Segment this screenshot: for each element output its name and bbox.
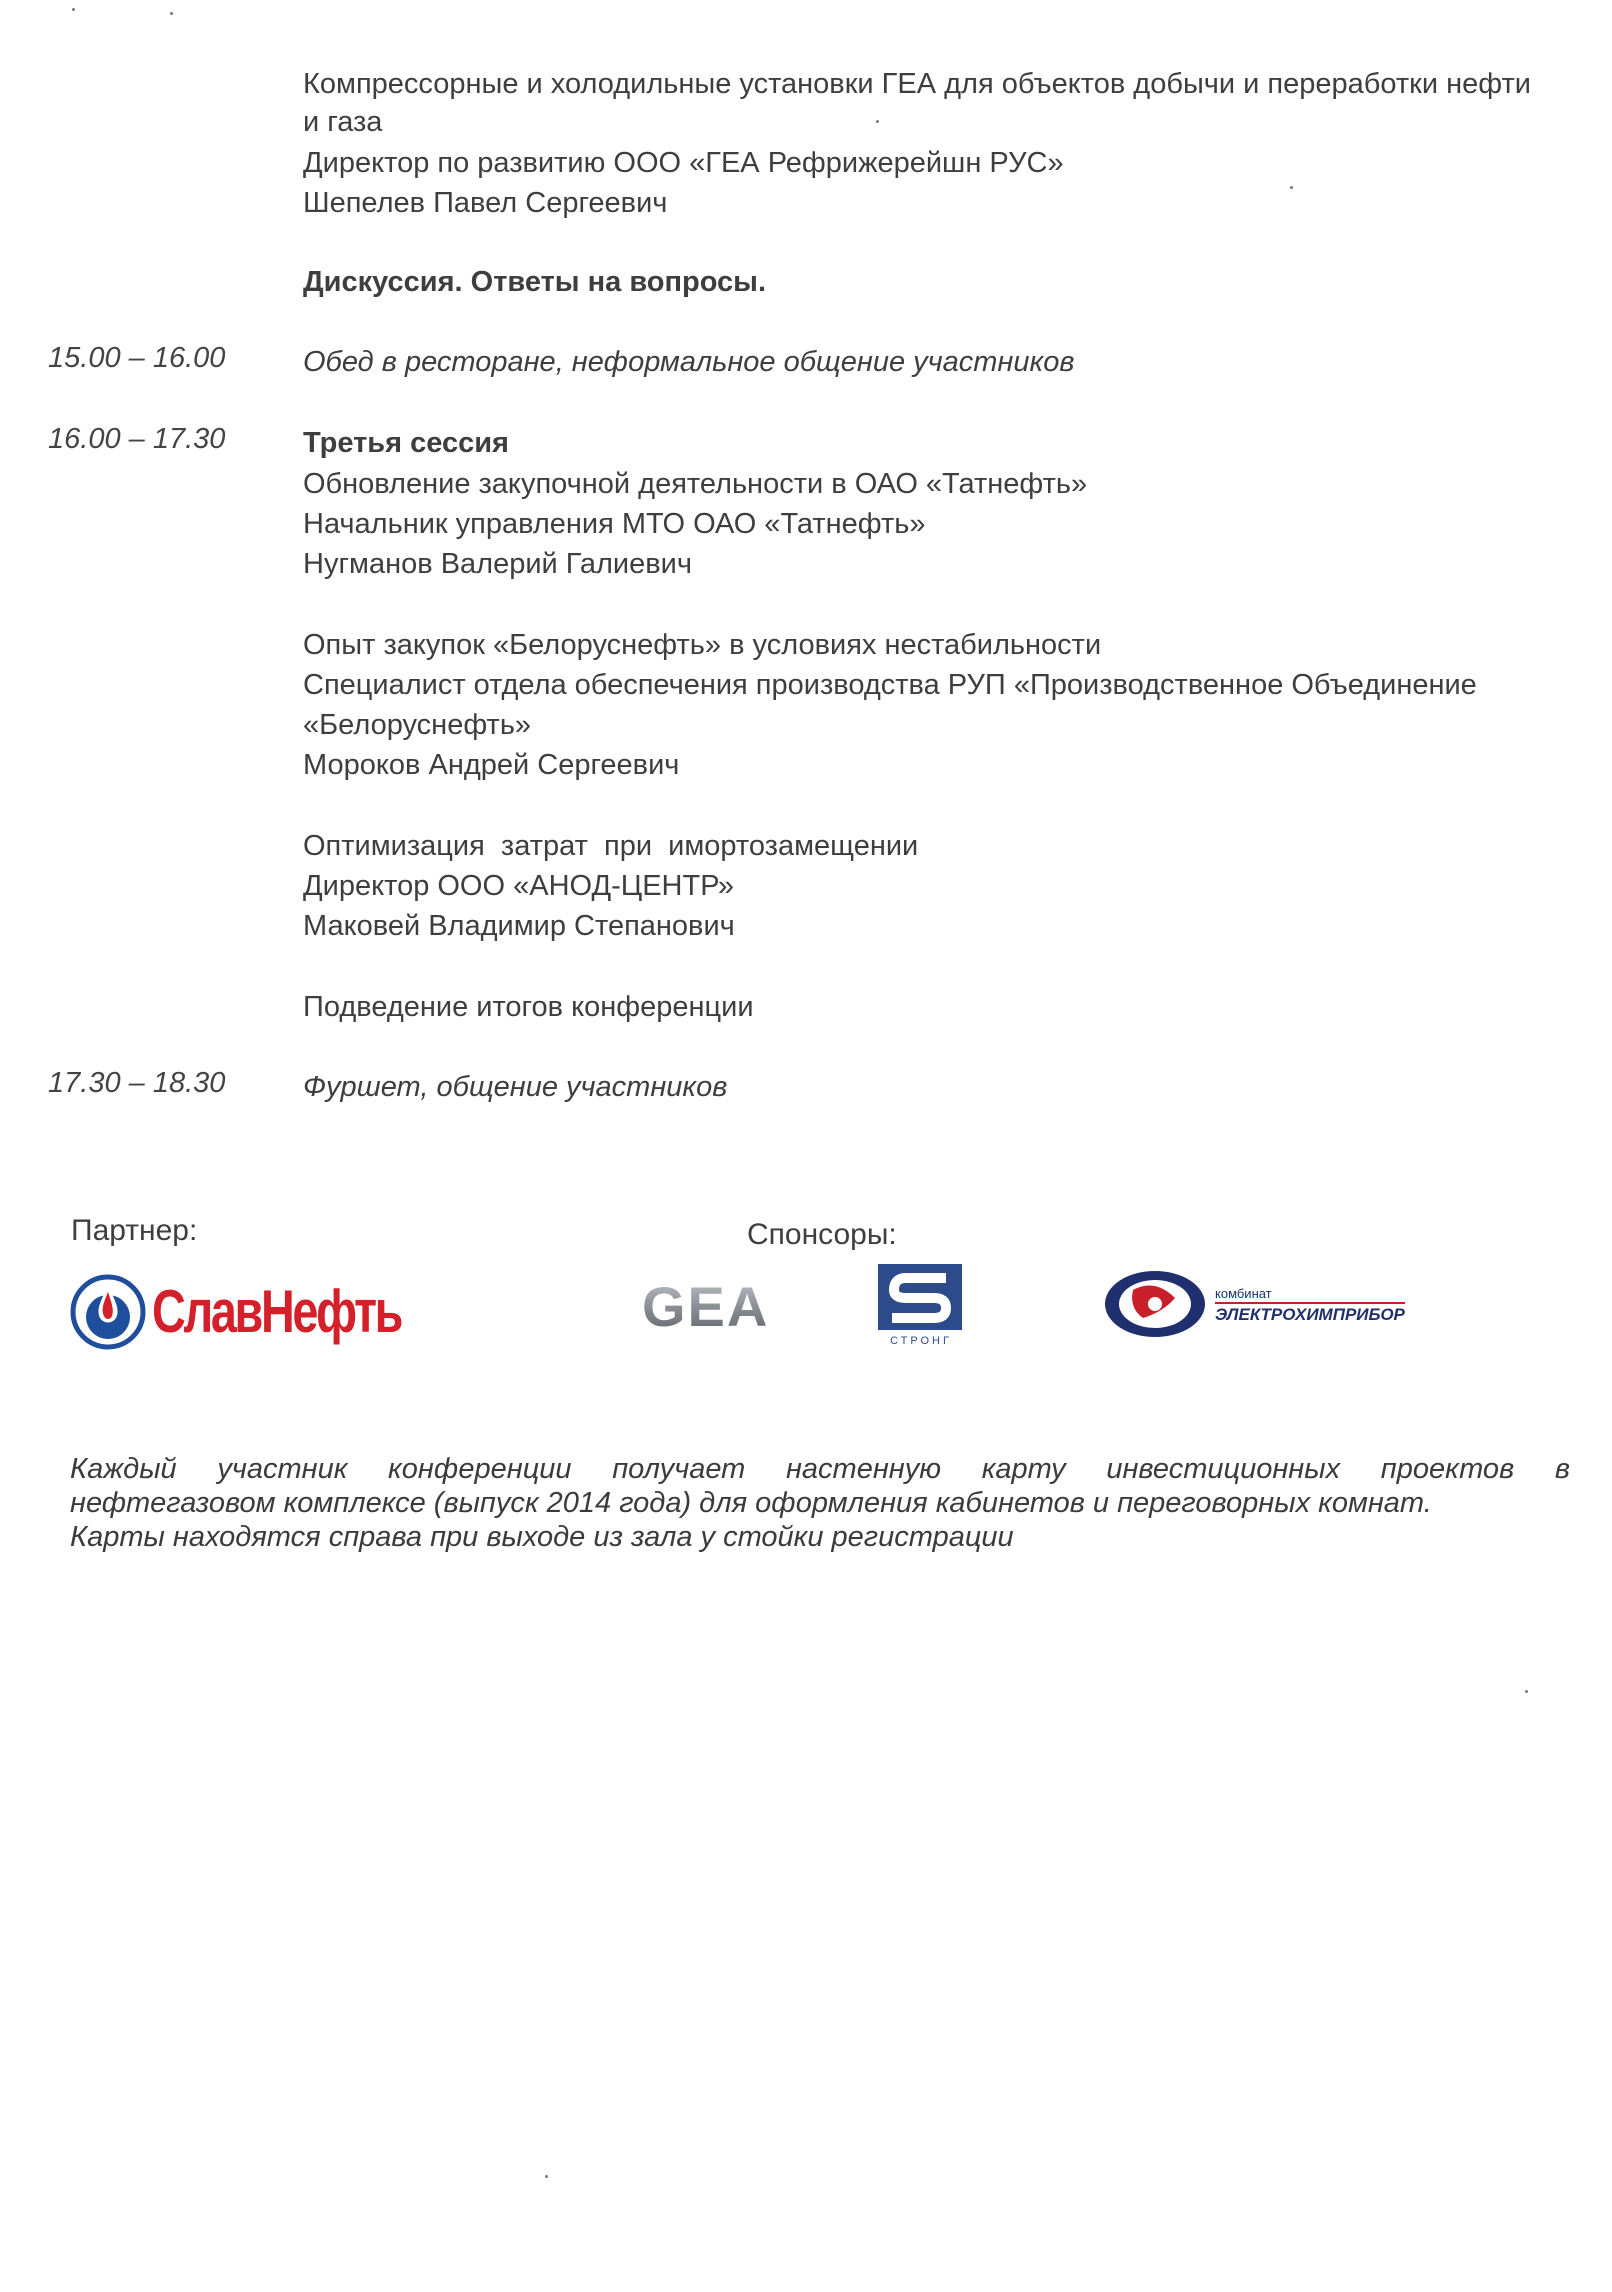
talk3-position-cont: «Белоруснефть»: [303, 709, 532, 741]
scan-speck: [1290, 186, 1293, 189]
speaker-name: Шепелев Павел Сергеевич: [303, 187, 668, 219]
talk4-title: Оптимизация затрат при имортозамещении: [303, 830, 919, 862]
scan-speck: [72, 8, 75, 11]
partner-label: Партнер:: [71, 1214, 198, 1247]
scan-speck: [1525, 1690, 1528, 1693]
closing-text: Подведение итогов конференции: [303, 991, 754, 1023]
strong-logo: [876, 1262, 966, 1348]
lunch-text: Обед в ресторане, неформальное общение участников: [303, 346, 1075, 378]
strong-wordmark: СТРОНГ: [890, 1335, 952, 1347]
ehp-emblem-icon: [1103, 1268, 1207, 1340]
buffet-text: Фуршет, общение участников: [303, 1071, 728, 1103]
speaker-position: Директор по развитию ООО «ГЕА Рефрижерейшн РУС»: [303, 147, 1064, 179]
talk-title-line1: Компрессорные и холодильные установки ГЕА для объектов добычи и переработки нефти: [303, 68, 1531, 100]
talk-title-line2: и газа: [303, 106, 383, 138]
slavneft-wordmark: СлавНефть: [152, 1278, 402, 1345]
scan-speck: [170, 12, 173, 15]
talk2-speaker: Нугманов Валерий Галиевич: [303, 548, 692, 580]
ehp-logo: [1103, 1268, 1423, 1340]
gea-logo-icon: [642, 1276, 828, 1336]
talk2-title: Обновление закупочной деятельности в ОАО «Татнефть»: [303, 468, 1088, 500]
session3-title: Третья сессия: [303, 427, 509, 459]
note-line1: Каждый участник конференции получает настенную карту инвестиционных проектов в: [70, 1453, 1570, 1485]
buffet-time: 17.30 – 18.30: [48, 1067, 226, 1099]
note-line2: нефтегазовом комплексе (выпуск 2014 года) для оформления кабинетов и переговорных комнат.: [70, 1487, 1432, 1519]
strong-s-icon: [876, 1262, 966, 1348]
slavneft-logo: [70, 1272, 410, 1352]
discussion-heading: Дискуссия. Ответы на вопросы.: [303, 266, 767, 298]
session3-time: 16.00 – 17.30: [48, 423, 226, 455]
sponsors-label: Спонсоры:: [747, 1218, 897, 1251]
talk3-position: Специалист отдела обеспечения производства РУП «Производственное Объединение: [303, 669, 1477, 701]
talk3-title: Опыт закупок «Белоруснефть» в условиях нестабильности: [303, 629, 1102, 661]
gea-wordmark: GEA: [642, 1276, 770, 1336]
ehp-big-text: ЭЛЕКТРОХИМПРИБОР: [1215, 1302, 1405, 1325]
ehp-small-text: комбинат: [1215, 1286, 1272, 1301]
lunch-time: 15.00 – 16.00: [48, 342, 226, 374]
talk2-position: Начальник управления МТО ОАО «Татнефть»: [303, 508, 926, 540]
scan-speck: [876, 120, 879, 123]
gea-logo: [642, 1276, 828, 1336]
talk4-position: Директор ООО «АНОД-ЦЕНТР»: [303, 870, 735, 902]
talk3-speaker: Мороков Андрей Сергеевич: [303, 749, 680, 781]
info-note: [70, 1452, 1570, 1554]
scan-speck: [545, 2175, 548, 2178]
note-line3: Карты находятся справа при выходе из зала у стойки регистрации: [70, 1521, 1014, 1553]
talk4-speaker: Маковей Владимир Степанович: [303, 910, 735, 942]
